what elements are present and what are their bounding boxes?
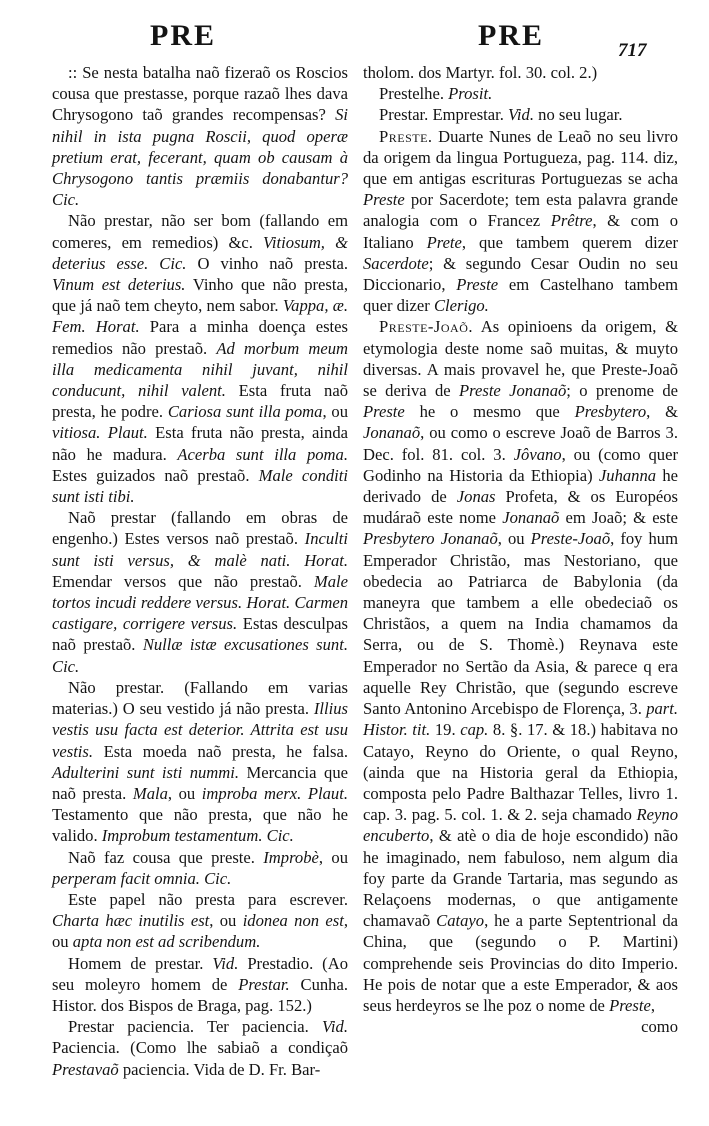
entry-text: , que tambem querem dizer — [461, 232, 678, 252]
entry-text: , foy hum Emperador Christão, mas Nestoriano, que obedecia ao Patriarca de Babylonia (da maneyra que tambem a elle obedeciaõ os Christãos, a quem na India chamamos da Serra, ou de S. Thomè.) Reynava este Emperador no Sertão da Asia, & parece q era aquelle Rey Christão, que (segundo escreve Santo Antonino Arcebispo de Florença, 3. — [363, 529, 678, 719]
latin-text: Presbytero Jonanaõ — [363, 529, 498, 549]
entry-text: As opinioens da origem, & etymologia deste nome saõ muitas, & muyto diversas. A mais provavel he, que Preste-Joaõ se deriva de — [363, 317, 678, 401]
latin-text: Ad morbum meum illa medicamenta nihil juvant, nihil conducunt, nihil valent. — [52, 338, 348, 401]
dictionary-paragraph — [52, 210, 348, 507]
running-head-left: PRE — [150, 19, 216, 52]
entry-text: , ou — [497, 529, 531, 549]
entry-text: Vinho que não presta, que já naõ tem cheyto, nem sabor. — [52, 275, 348, 316]
entry-text: em Joaõ; & este — [559, 508, 678, 528]
entry-text: Para a minha doença estes remedios não prestaõ. — [52, 317, 348, 358]
entry-text: Paciencia. (Como lhe sabiaõ a condiçaõ — [52, 1038, 348, 1058]
dictionary-paragraph — [52, 1016, 348, 1080]
left-column — [52, 62, 348, 1080]
entry-text: Prestar. Emprestar. — [379, 105, 509, 125]
entry-text: Naõ faz cousa que preste. — [68, 847, 264, 867]
latin-text: Improbum testamentum. Cic. — [101, 826, 294, 846]
entry-text: Estas desculpas naõ prestaõ. — [52, 614, 348, 655]
entry-text: paciencia. Vida de D. Fr. Bar- — [118, 1059, 321, 1079]
latin-text: Vinum est deterius. — [52, 275, 186, 295]
headword: Preste-Joaõ. — [379, 317, 474, 337]
dictionary-paragraph — [52, 677, 348, 847]
latin-text: Prosit. — [448, 84, 493, 104]
entry-text: , & com o Italiano — [363, 211, 678, 252]
latin-text: Male conditi sunt isti tibi. — [52, 465, 348, 507]
latin-text: Vid. — [508, 105, 534, 125]
dictionary-paragraph — [363, 316, 678, 1016]
latin-text: Clerigo. — [433, 296, 489, 316]
entry-text: , — [650, 995, 656, 1015]
entry-text: Emendar versos que não prestaõ. — [52, 571, 314, 591]
dictionary-paragraph — [52, 847, 348, 889]
latin-text: Vid. — [212, 953, 239, 973]
dictionary-paragraph — [52, 953, 348, 1017]
entry-text: , ou — [209, 911, 243, 931]
entry-text: Este papel não presta para escrever. — [68, 889, 348, 909]
dictionary-paragraph — [363, 126, 678, 317]
latin-text: Preste — [363, 402, 405, 422]
latin-text: Preste — [609, 995, 651, 1015]
latin-text: Male tortos incudi reddere versus. Horat. Carmen castigare, corrigere versus. — [52, 571, 348, 634]
latin-text: Preste-Joaõ — [530, 529, 611, 549]
entry-text: ; o prenome de — [566, 381, 678, 401]
dictionary-paragraph — [52, 62, 348, 210]
entry-text: por Sacerdote; tem esta palavra grande analogia com o Francez — [363, 190, 678, 231]
entry-text: Duarte Nunes de Leaõ no seu livro da origem da lingua Portugueza, pag. 114. diz, que em antigas escrituras Portuguezas se acha — [363, 126, 678, 189]
latin-text: Vappa, æ. Fem. Horat. — [52, 296, 348, 337]
entry-text: Estes guizados naõ prestaõ. — [52, 465, 259, 485]
entry-text: he derivado de — [363, 465, 679, 507]
entry-text: Esta fruta naõ presta, he podre. — [52, 381, 348, 422]
latin-text: Cariosa sunt illa poma — [167, 402, 323, 422]
entry-text: , he a parte Septentrional da China, que (segundo o P. Martini) comprehende seis Provincias do dito Imperio. He pois de notar que a este Emperador, & aos seus herdeyros se lhe poz o nome de — [363, 911, 678, 1015]
latin-text: Sacerdote — [363, 253, 429, 273]
dictionary-paragraph — [363, 62, 678, 83]
entry-text: no seu lugar. — [534, 105, 623, 125]
latin-text: vitiosa. Plaut. — [52, 423, 148, 443]
latin-text: Prestar. — [238, 974, 290, 994]
entry-text: he o mesmo que — [404, 402, 575, 422]
latin-text: idonea non est — [242, 911, 344, 931]
latin-text: Si nihil in ista pugna Roscii, quod operæ pretium erat, fecerant, quam ob causam à Chrysogono tantis præmiis donabantur? Cic. — [52, 105, 348, 210]
entry-text: Não prestar. (Fallando em varias materias.) O seu vestido já não presta. — [52, 677, 348, 719]
entry-text: , ou (como quer Godinho na Historia da Ethiopia) — [363, 444, 678, 485]
latin-text: Nullæ istæ excusationes sunt. Cic. — [52, 635, 348, 676]
entry-text: tholom. dos Martyr. fol. 30. col. 2.) — [363, 63, 598, 82]
entry-text: , & atè o dia de hoje escondido) não he imaginado, nem fabuloso, nem algum dia foy parte da Grande Tartaria, mas segundo as Relaçoens modernas, o que antigamente chamavaõ — [363, 826, 678, 931]
entry-text: , ou — [167, 783, 202, 803]
latin-text: Vitiosum, & deterius esse. Cic. — [52, 232, 348, 273]
entry-text: 19. — [430, 720, 461, 740]
entry-text: , ou como o escreve Joaõ de Barros 3. Dec. fol. 81. col. 3. — [363, 423, 678, 464]
entry-text: Prestadio. (Ao seu moleyro homem de — [52, 953, 348, 994]
latin-text: apta non est ad scribendum. — [72, 932, 261, 952]
entry-text: Naõ prestar (fallando em obras de engenho.) Estes versos naõ prestaõ. — [52, 508, 348, 549]
latin-text: Improbè — [263, 847, 319, 867]
latin-text: Preste — [363, 190, 405, 210]
latin-text: Reyno encuberto — [363, 805, 678, 846]
latin-text: Prestavaõ — [52, 1059, 119, 1079]
latin-text: perperam facit omnia. Cic. — [52, 868, 232, 888]
latin-text: Preste — [456, 275, 499, 295]
latin-text: Prêtre — [550, 211, 593, 231]
latin-text: Inculti sunt isti versus, & malè nati. Horat. — [52, 529, 348, 570]
entry-text: Esta fruta não presta, ainda não he madura. — [52, 423, 348, 464]
headword: Preste. — [379, 126, 433, 146]
page-number: 717 — [618, 40, 647, 61]
entry-text: Mercancia que naõ presta. — [52, 762, 348, 803]
latin-text: Presbytero — [574, 402, 647, 422]
latin-text: Jonanaõ — [363, 423, 421, 443]
dictionary-paragraph — [363, 1016, 678, 1037]
entry-text: Profeta, & os Européos mudáraõ este nome — [363, 487, 679, 528]
running-head-right: PRE — [478, 19, 544, 52]
latin-text: Adulterini sunt isti nummi. — [52, 762, 240, 782]
entry-text: Esta moeda naõ presta, he falsa. — [93, 741, 348, 761]
entry-text: em Castelhano tambem quer dizer — [363, 275, 678, 316]
latin-text: Juhanna — [598, 465, 657, 485]
entry-text: , ou — [322, 402, 348, 422]
entry-text: Prestar paciencia. Ter paciencia. — [68, 1017, 323, 1037]
latin-text: improba merx. Plaut. — [201, 783, 348, 803]
latin-text: cap. — [460, 720, 489, 740]
entry-text: Prestelhe. — [379, 84, 449, 104]
latin-text: Charta hæc inutilis est — [52, 911, 210, 931]
entry-text: , & — [646, 402, 678, 422]
entry-text: Homem de prestar. — [68, 953, 213, 973]
entry-text: como — [641, 1017, 678, 1037]
entry-text: ; & segundo Cesar Oudin no seu Diccionario, — [363, 253, 678, 295]
entry-text: :: Se nesta batalha naõ fizeraõ os Roscios cousa que prestasse, porque razaõ lhes dava Chrysogono taõ grandes recompensas? — [52, 63, 348, 125]
latin-text: Acerba sunt illa poma. — [177, 444, 348, 464]
entry-text: , ou — [52, 911, 348, 952]
entry-text: Cunha. Histor. dos Bispos de Braga, pag. 152.) — [52, 974, 348, 1015]
dictionary-paragraph — [52, 889, 348, 953]
dictionary-paragraph — [363, 83, 678, 104]
latin-text: Jôvano — [513, 444, 562, 464]
entry-text: 8. §. 17. & 18.) habitava no Catayo, Reyno do Oriente, o qual Reyno, (ainda que na Historia geral da Ethiopia, composta pelo Padre Balthazar Telles, livro 1. cap. 3. pag. 5. col. 1. & 2. seja chamado — [363, 720, 678, 825]
entry-text: Testamento que não presta, que não he valido. — [52, 805, 348, 846]
latin-text: part. Histor. tit. — [363, 699, 678, 740]
dictionary-paragraph — [52, 507, 348, 677]
latin-text: Illius vestis usu facta est deterior. Attrita est usu vestis. — [52, 699, 348, 761]
right-column — [363, 62, 678, 1037]
entry-text: , ou — [318, 847, 349, 867]
entry-text: Não prestar, não ser bom (fallando em comeres, em remedios) &c. — [52, 211, 348, 252]
dictionary-paragraph — [363, 104, 678, 125]
latin-text: Vid. — [322, 1017, 348, 1037]
latin-text: Preste Jonanaõ — [459, 381, 567, 401]
latin-text: Prete — [426, 232, 462, 252]
entry-text: O vinho naõ presta. — [186, 253, 348, 273]
latin-text: Mala — [132, 783, 168, 803]
latin-text: Jonanaõ — [502, 508, 560, 528]
latin-text: Catayo — [436, 911, 485, 931]
latin-text: Jonas — [456, 487, 496, 507]
